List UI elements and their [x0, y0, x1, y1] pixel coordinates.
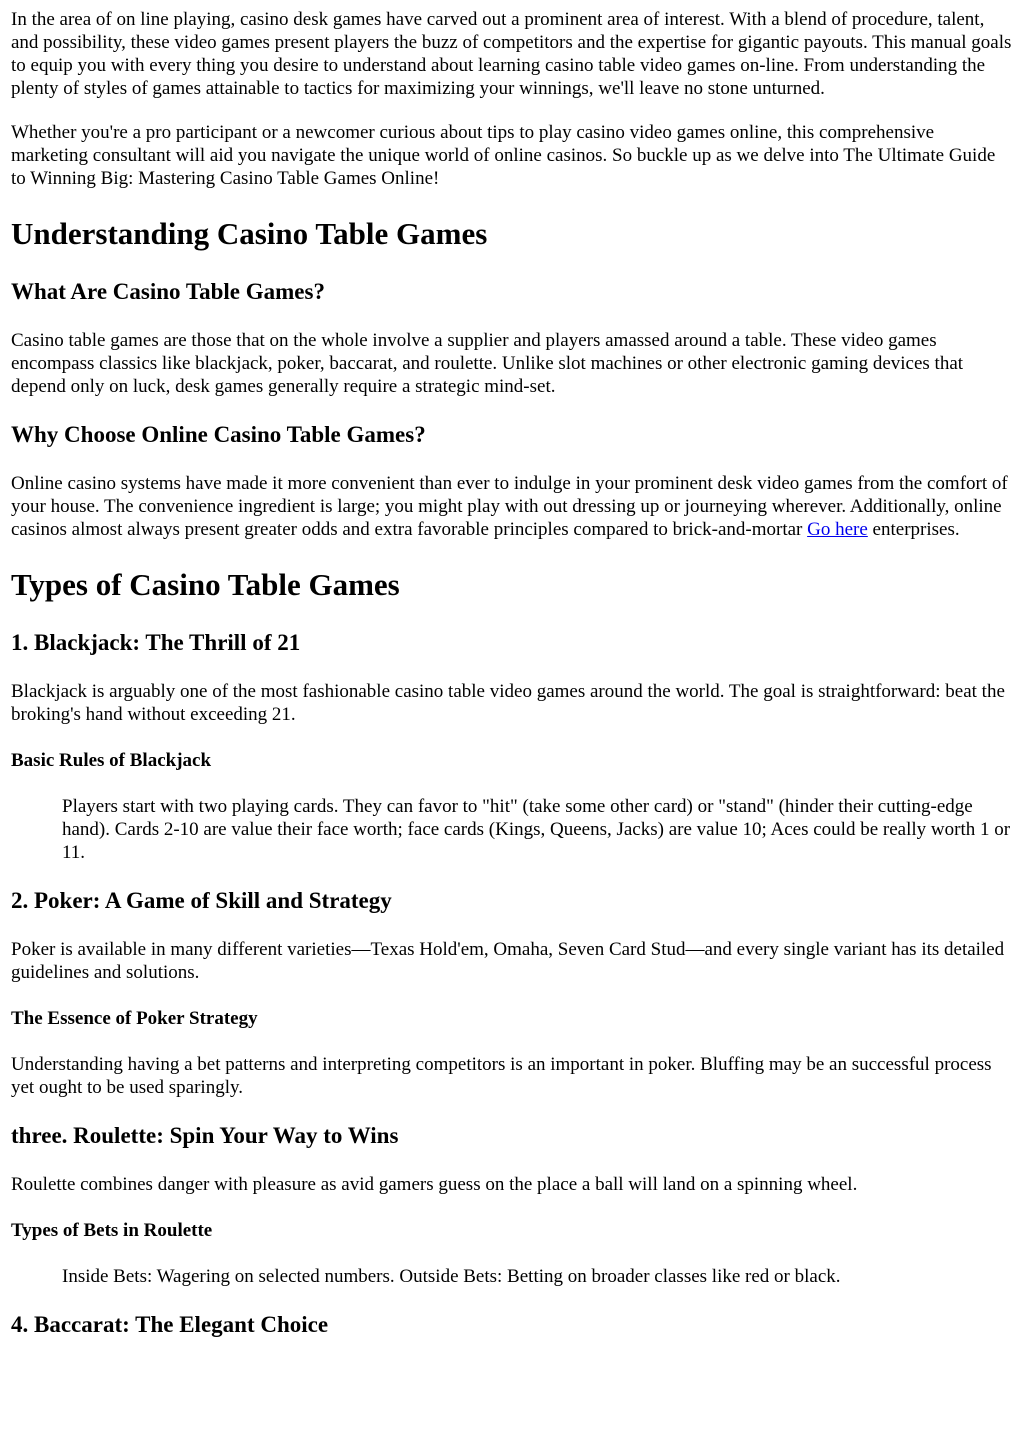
heading-roulette: three. Roulette: Spin Your Way to Wins — [11, 1123, 399, 1148]
why-text-before: Online casino systems have made it more convenient than ever to indulge in your prominent desk video games from the comfort of your house. The convenience ingredient is large; you might play with out dressing up or journeying wherever. Additionally, online casinos almost always present greater odds and extra favorable principles compared to brick-and-mortar — [11, 473, 1008, 540]
poker-strategy-paragraph: Understanding having a bet patterns and interpreting competitors is an important in poker. Bluffing may be an successful process yet ought to be used sparingly. — [11, 1054, 992, 1098]
heading-poker: 2. Poker: A Game of Skill and Strategy — [11, 888, 392, 913]
intro-paragraph-1: In the area of on line playing, casino desk games have carved out a prominent area of interest. With a blend of procedure, talent, and possibility, these video games present players the buzz of competitors and the expertise for gigantic payouts. This manual goals to equip you with every thing you desire to understand about learning casino table video games on-line. From understanding the plenty of styles of games attainable to tactics for maximizing your winnings, we'll leave no stone unturned. — [11, 9, 1012, 99]
heading-baccarat: 4. Baccarat: The Elegant Choice — [11, 1312, 329, 1337]
go-here-link[interactable]: Go here — [807, 519, 868, 540]
why-choose-paragraph — [11, 472, 1014, 541]
heading-why-choose: Why Choose Online Casino Table Games? — [11, 422, 426, 447]
roulette-paragraph: Roulette combines danger with pleasure as avid gamers guess on the place a ball will land on a spinning wheel. — [11, 1174, 858, 1195]
intro-paragraph-2: Whether you're a pro participant or a newcomer curious about tips to play casino video games online, this comprehensive marketing consultant will aid you navigate the unique world of online casinos. So buckle up as we delve into The Ultimate Guide to Winning Big: Mastering Casino Table Games Online! — [11, 122, 996, 189]
blackjack-rules-quote: Players start with two playing cards. They can favor to "hit" (take some other card) or "stand" (hinder their cutting-edge hand). Cards 2-10 are value their face worth; face cards (Kings, Queens, Jacks) are value 10; Aces could be really worth 1 or 11. — [62, 796, 1011, 863]
heading-poker-strategy: The Essence of Poker Strategy — [11, 1008, 258, 1029]
heading-types: Types of Casino Table Games — [11, 567, 400, 602]
heading-understanding: Understanding Casino Table Games — [11, 216, 488, 251]
heading-what-are: What Are Casino Table Games? — [11, 279, 325, 304]
what-are-paragraph: Casino table games are those that on the whole involve a supplier and players amassed around a table. These video games encompass classics like blackjack, poker, baccarat, and roulette. Unlike slot machines or other electronic gaming devices that depend only on luck, desk games generally require a strategic mind-set. — [11, 330, 964, 397]
why-text-after: enterprises. — [867, 519, 960, 540]
heading-blackjack-rules: Basic Rules of Blackjack — [11, 750, 212, 771]
roulette-bets-quote: Inside Bets: Wagering on selected numbers. Outside Bets: Betting on broader classes like red or black. — [62, 1266, 841, 1287]
heading-blackjack: 1. Blackjack: The Thrill of 21 — [11, 630, 301, 655]
blackjack-paragraph: Blackjack is arguably one of the most fashionable casino table video games around the world. The goal is straightforward: beat the broking's hand without exceeding 21. — [11, 681, 1005, 725]
heading-roulette-bets: Types of Bets in Roulette — [11, 1220, 213, 1241]
poker-paragraph: Poker is available in many different varieties—Texas Hold'em, Omaha, Seven Card Stud—and every single variant has its detailed guidelines and solutions. — [11, 939, 1005, 983]
